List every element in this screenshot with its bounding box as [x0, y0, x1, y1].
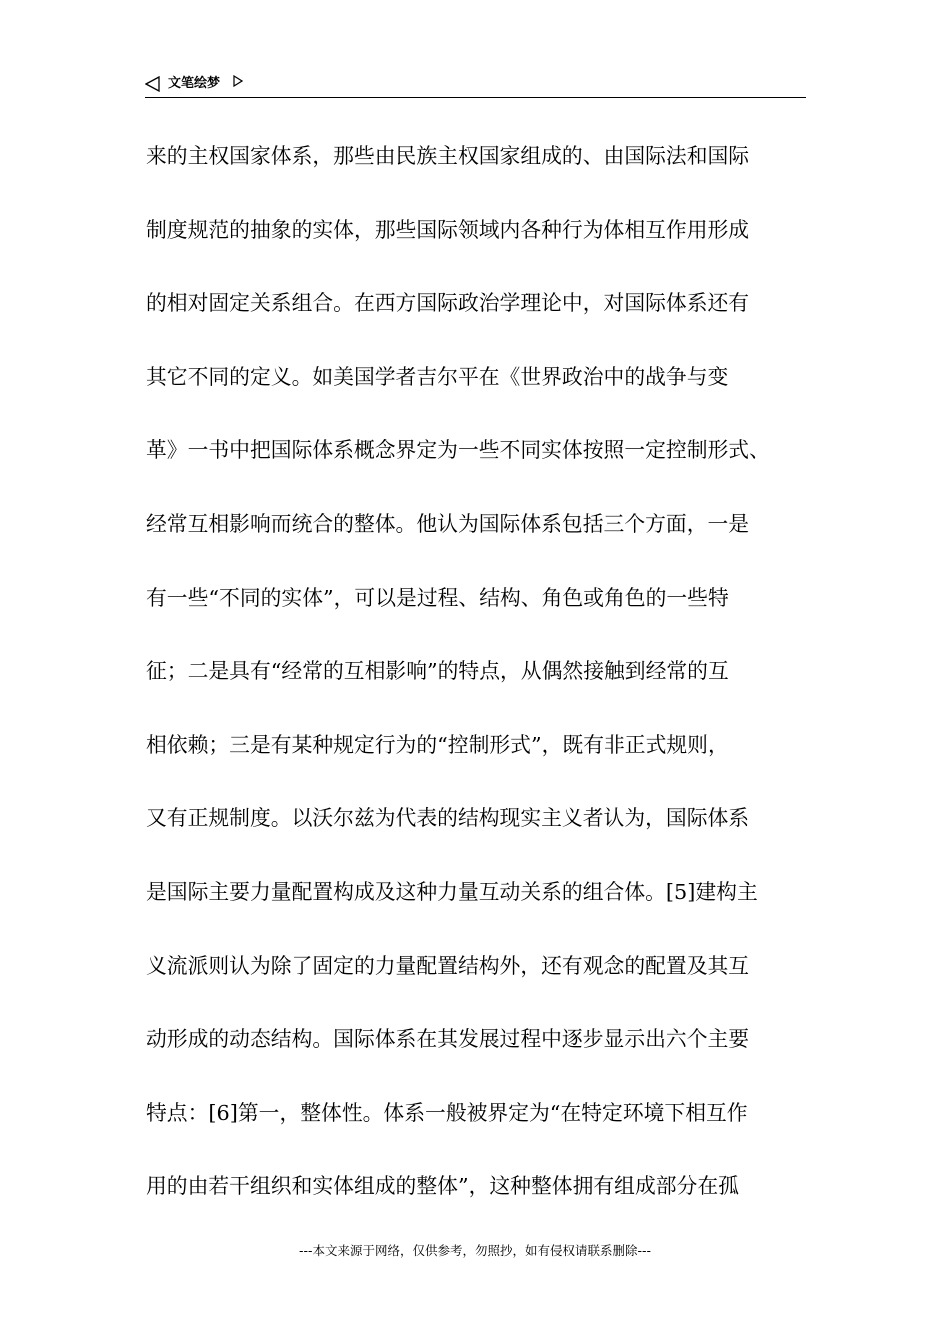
text-line: 是国际主要力量配置构成及这种力量互动关系的组合体。[5]建构主: [146, 879, 758, 904]
text-line: 又有正规制度。以沃尔兹为代表的结构现实主义者认为，国际体系: [146, 806, 750, 831]
text-line: 特点：[6]第一，整体性。体系一般被界定为“在特定环境下相互作: [146, 1100, 748, 1125]
body-text: [146, 132, 810, 1236]
triangle-right-icon: [233, 75, 243, 87]
page-footer: ---本文来源于网络，仅供参考，勿照抄，如有侵权请联系删除---: [298, 1243, 652, 1258]
text-line: 的相对固定关系组合。在西方国际政治学理论中，对国际体系还有: [146, 291, 750, 316]
text-line: 义流派则认为除了固定的力量配置结构外，还有观念的配置及其互: [146, 953, 750, 978]
text-line: 用的由若干组织和实体组成的整体”，这种整体拥有组成部分在孤: [146, 1174, 739, 1199]
text-line: 经常互相影响而统合的整体。他认为国际体系包括三个方面，一是: [146, 511, 750, 536]
triangle-left-icon: [145, 76, 161, 92]
text-line: 制度规范的抽象的实体，那些国际领域内各种行为体相互作用形成: [146, 217, 750, 242]
header-title: 文笔绘梦: [168, 76, 221, 91]
text-line: 相依赖；三是有某种规定行为的“控制形式”，既有非正式规则，: [146, 732, 729, 757]
text-line: 来的主权国家体系，那些由民族主权国家组成的、由国际法和国际: [146, 144, 750, 168]
text-line: 有一些“不同的实体”，可以是过程、结构、角色或角色的一些特: [146, 585, 729, 610]
text-line: 征；二是具有“经常的互相影响”的特点，从偶然接触到经常的互: [146, 659, 729, 684]
page-header: [145, 72, 806, 98]
text-line: 革》一书中把国际体系概念界定为一些不同实体按照一定控制形式、: [146, 438, 770, 463]
text-line: 其它不同的定义。如美国学者吉尔平在《世界政治中的战争与变: [146, 364, 729, 389]
text-line: 动形成的动态结构。国际体系在其发展过程中逐步显示出六个主要: [146, 1027, 750, 1052]
